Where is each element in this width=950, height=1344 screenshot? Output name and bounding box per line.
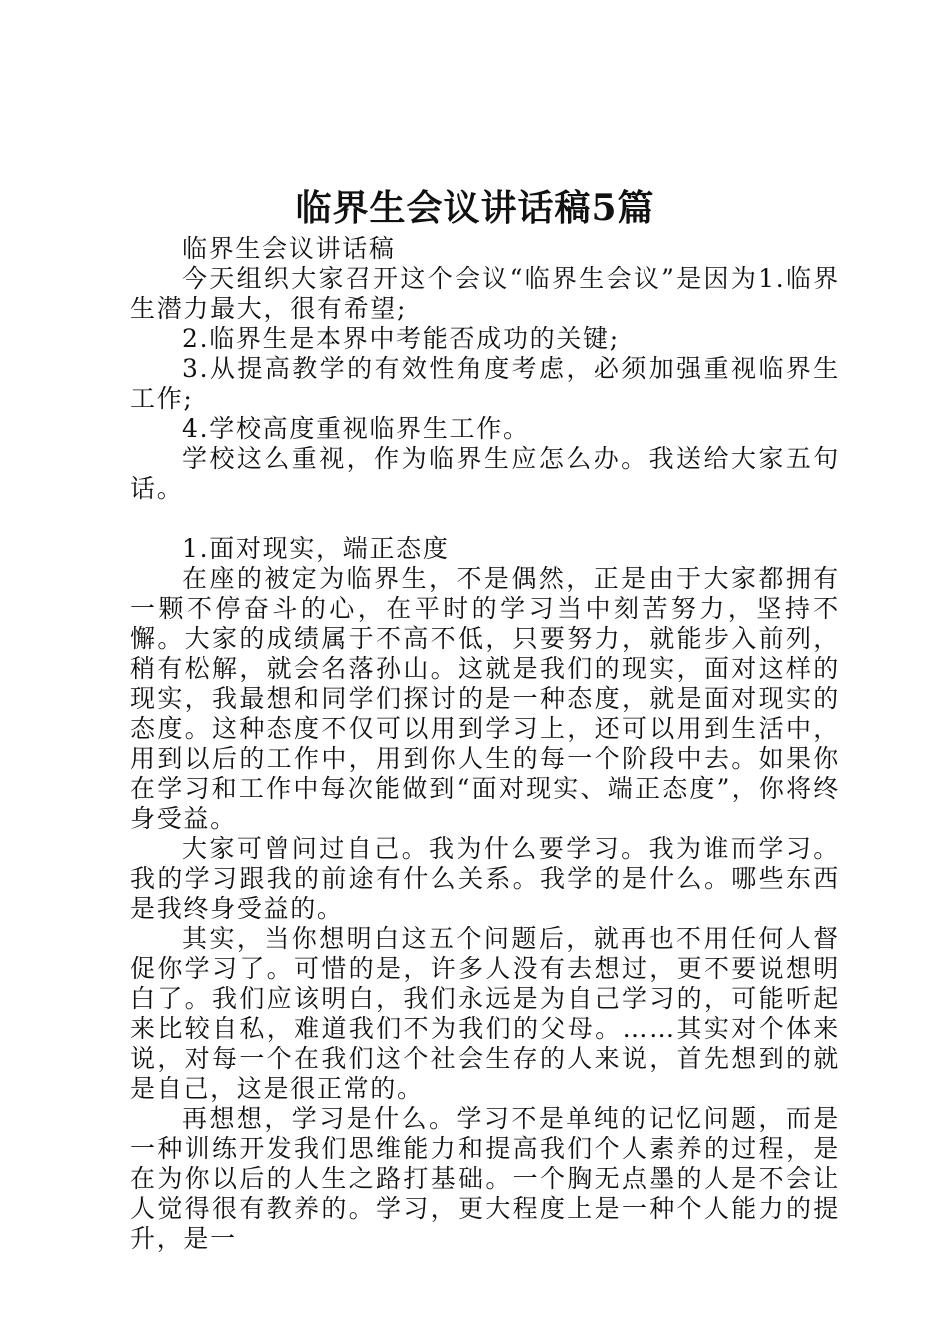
document-body [130,234,840,1254]
paragraph-point-2: 2.临界生是本界中考能否成功的关键; [182,324,620,353]
document-title: 临界生会议讲话稿5篇 [295,187,655,229]
section-heading-1: 1.面对现实，端正态度 [182,534,450,563]
paragraph-body-1: 在座的被定为临界生，不是偶然，正是由于大家都拥有一颗不停奋斗的心，在平时的学习当中刻苦努力，坚持不懈。大家的成绩属于不高不低，只要努力，就能步入前列，稍有松解，就会名落孙山。这就是我们的现实，面对这样的现实，我最想和同学们探讨的是一种态度，就是面对现实的态度。这种态度不仅可以用到学习上，还可以用到生活中，用到以后的工作中，用到你人生的每一个阶段中去。如果你在学习和工作中每次能做到“面对现实、端正态度”，你将终身受益。 [130,564,840,833]
paragraph-body-2: 大家可曾问过自己。我为什么要学习。我为谁而学习。我的学习跟我的前途有什么关系。我学的是什么。哪些东西是我终身受益的。 [130,834,840,923]
paragraph-spacer [130,504,840,534]
paragraph-five-sentences: 学校这么重视，作为临界生应怎么办。我送给大家五句话。 [130,444,840,503]
paragraph-body-4: 再想想，学习是什么。学习不是单纯的记忆问题，而是一种训练开发我们思维能力和提高我们个人素养的过程，是在为你以后的人生之路打基础。一个胸无点墨的人是不会让人觉得很有教养的。学习，更大程度上是一种个人能力的提升，是一 [130,1104,840,1253]
paragraph-point-4: 4.学校高度重视临界生工作。 [182,414,530,443]
paragraph-body-3: 其实，当你想明白这五个问题后，就再也不用任何人督促你学习了。可惜的是，许多人没有去想过，更不要说想明白了。我们应该明白，我们永远是为自己学习的，可能听起来比较自私，难道我们不为我们的父母。……其实对个体来说，对每一个在我们这个社会生存的人来说，首先想到的就是自己，这是很正常的。 [130,924,840,1103]
paragraph-point-3: 3.从提高教学的有效性角度考虑，必须加强重视临界生工作; [130,354,840,413]
paragraph-intro: 今天组织大家召开这个会议“临界生会议”是因为1.临界生潜力最大，很有希望; [130,264,840,323]
paragraph-subtitle: 临界生会议讲话稿 [182,234,396,263]
